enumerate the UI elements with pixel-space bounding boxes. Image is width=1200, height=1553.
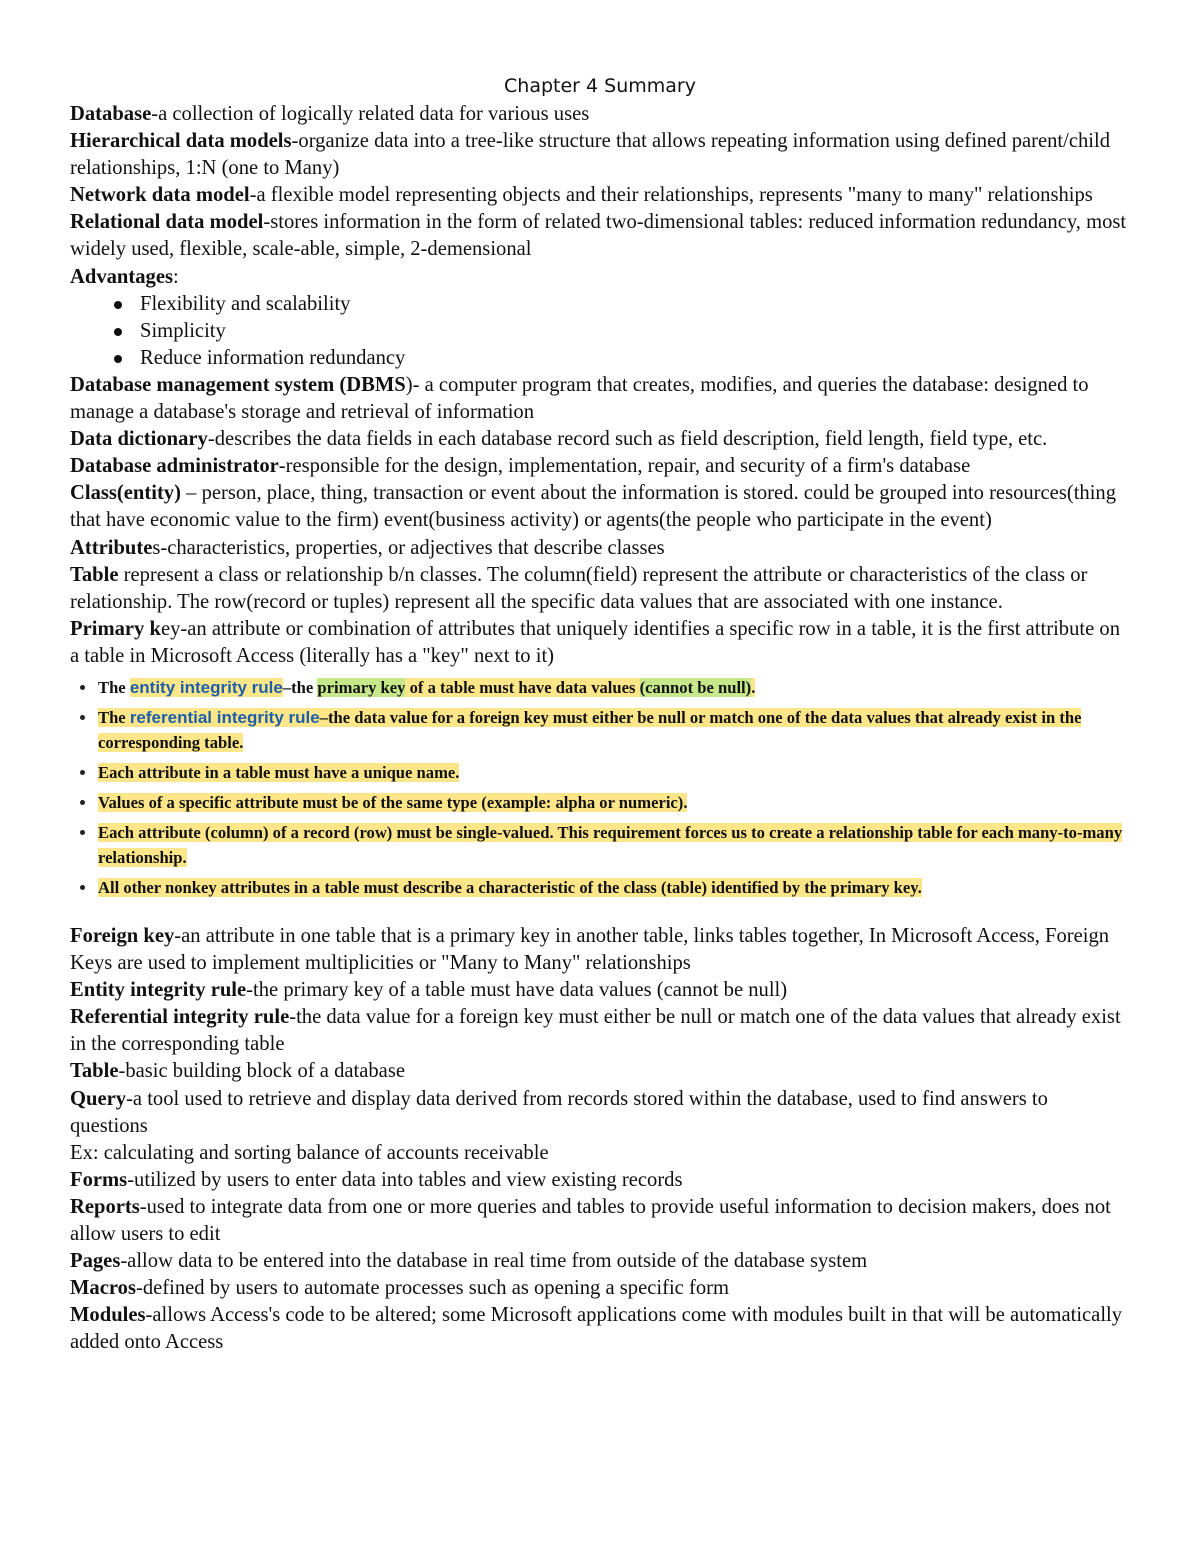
definition-term: Forms	[70, 1168, 128, 1191]
definition-text: -allows Access's code to be altered; some Microsoft applications come with modules built in that will be automatically added onto Access	[70, 1304, 1123, 1354]
definition-term: Advantages	[70, 265, 173, 288]
definition-entry	[70, 1194, 1130, 1248]
rule-text: Values of a specific attribute must be of the same type (example: alpha or numeric).	[98, 792, 688, 812]
definition-text: )- a computer program that creates, modifies, and queries the database: designed to manage a database's storage and retrieval of information	[70, 373, 1089, 424]
definition-entry	[70, 1302, 1130, 1356]
definition-text: -an attribute in one table that is a primary key in another table, links tables together, In Microsoft Access, Foreign Keys are used to implement multiplicities or "Many to Many" relationships	[70, 924, 1110, 975]
definition-text: -utilized by users to enter data into tables and view existing records	[127, 1168, 683, 1191]
definition-entry	[70, 1086, 1130, 1140]
rule-text: The	[98, 707, 130, 727]
definition-term: Referential integrity rule	[70, 1006, 290, 1029]
rule-text: –the	[282, 677, 318, 697]
definition-term: Macros	[70, 1277, 136, 1300]
definition-entry	[70, 209, 1130, 263]
rule-text: Each attribute (column) of a record (row) must be single-valued. This requirement forces us to create a relationship table for each many-to-many relationship.	[98, 822, 1123, 867]
rule-text: The	[98, 677, 130, 697]
definition-term: Class(entity)	[70, 482, 181, 505]
rule-text	[98, 708, 1081, 752]
spacer	[70, 905, 1130, 923]
definition-term: Modules	[70, 1304, 146, 1327]
definition-entry	[70, 977, 1130, 1004]
definition-entry	[70, 426, 1130, 453]
definition-term: Attribute	[70, 536, 153, 559]
definition-term: Data dictionary	[70, 428, 208, 451]
definition-entry	[70, 182, 1130, 209]
definition-entry	[70, 101, 1130, 128]
definition-text: Ex: calculating and sorting balance of accounts receivable	[70, 1141, 549, 1164]
definition-text: – person, place, thing, transaction or event about the information is stored. could be grouped into resources(thing that have economic value to the firm) event(business activity) or agents(the people who participate in the event)	[70, 482, 1117, 532]
definition-text: :	[172, 265, 179, 288]
advantages-list	[70, 291, 1130, 372]
definition-text: -a tool used to retrieve and display data derived from records stored within the database, used to find answers to questions	[70, 1087, 1048, 1137]
rule-key-highlight: primary key	[317, 677, 406, 697]
definition-text: -a flexible model representing objects and their relationships, represents "many to many" relationships	[249, 184, 1093, 207]
rule-text: .	[751, 677, 756, 697]
definition-entry	[70, 923, 1130, 977]
rule-item	[70, 820, 1130, 870]
definition-term: Relational data model	[70, 211, 264, 234]
definitions-middle	[70, 372, 1130, 670]
definition-term: Database administrator	[70, 455, 279, 478]
definition-term: Table	[70, 563, 119, 586]
definition-text: represent a class or relationship b/n classes. The column(field) represent the attribute or characteristics of the class or relationship. The row(record or tuples) represent all the specific data values that are associated with one instance.	[70, 563, 1088, 613]
definition-text: -defined by users to automate processes such as opening a specific form	[135, 1277, 729, 1300]
definition-entry	[70, 1275, 1130, 1302]
definition-text: s-characteristics, properties, or adjectives that describe classes	[152, 536, 665, 559]
integrity-rules-list	[70, 675, 1130, 900]
definition-term: Primary k	[70, 617, 161, 640]
definition-entry	[70, 264, 1130, 291]
rule-text: –the data value for a foreign key must either be null or match one of the data values that already exist in the corresponding table.	[98, 707, 1082, 752]
list-item: Simplicity	[70, 318, 1130, 345]
definition-entry	[70, 1140, 1130, 1167]
rule-term: referential integrity rule	[129, 707, 320, 727]
definition-text: -describes the data fields in each database record such as field description, field length, field type, etc.	[207, 428, 1048, 451]
definition-text: ey-an attribute or combination of attributes that uniquely identifies a specific row in a table, it is the first attribute on a table in Microsoft Access (literally has a "key" next to it)	[70, 617, 1120, 667]
rule-item	[70, 675, 1130, 700]
definition-entry	[70, 535, 1130, 562]
definition-entry	[70, 1004, 1130, 1058]
list-item: Reduce information redundancy	[70, 345, 1130, 372]
rule-item	[70, 760, 1130, 785]
rule-term: entity integrity rule	[129, 677, 283, 697]
definition-entry	[70, 562, 1130, 616]
definition-term: Hierarchical data models	[70, 130, 292, 153]
definition-entry	[70, 616, 1130, 670]
rule-text: All other nonkey attributes in a table must describe a characteristic of the class (table) identified by the primary key.	[98, 877, 922, 897]
definition-entry	[70, 480, 1130, 534]
definition-text: -organize data into a tree-like structure that allows repeating information using defined parent/child relationships, 1:N (one to Many)	[70, 130, 1111, 180]
rule-null-highlight: (cannot be null)	[639, 677, 752, 697]
definition-term: Database	[70, 103, 152, 125]
document-page	[70, 72, 1130, 1356]
list-item: Flexibility and scalability	[70, 291, 1130, 318]
definitions-top	[70, 101, 1130, 291]
definition-entry	[70, 1167, 1130, 1194]
rule-item	[70, 790, 1130, 815]
rule-item	[70, 875, 1130, 900]
definition-entry	[70, 128, 1130, 182]
definition-term: Table	[70, 1060, 119, 1083]
definition-entry	[70, 1248, 1130, 1275]
definition-entry	[70, 1058, 1130, 1085]
definition-term: Pages	[70, 1250, 121, 1273]
page-title: Chapter 4 Summary	[504, 75, 696, 97]
definition-text: -the primary key of a table must have data values (cannot be null)	[246, 979, 788, 1002]
definitions-bottom	[70, 923, 1130, 1357]
definition-entry	[70, 372, 1130, 426]
rule-text: of a table must have data values	[405, 677, 640, 697]
definition-text: -stores information in the form of related two-dimensional tables: reduced information redundancy, most widely used, flexible, scale-able, simple, 2-demensional	[70, 211, 1127, 261]
rule-item	[70, 705, 1130, 755]
rule-text: Each attribute in a table must have a unique name.	[98, 762, 460, 782]
definition-term: Foreign key	[70, 924, 175, 947]
definition-term: Network data model	[70, 184, 250, 207]
definition-text: -used to integrate data from one or more queries and tables to provide useful information to decision makers, does not allow users to edit	[70, 1195, 1111, 1245]
definition-term: Entity integrity rule	[70, 979, 247, 1002]
definition-term: Query	[70, 1087, 127, 1110]
definition-text: -basic building block of a database	[118, 1060, 405, 1083]
definition-term: Database management system (DBMS	[70, 373, 406, 396]
definition-text: -the data value for a foreign key must either be null or match one of the data values that already exist in the corresponding table	[70, 1006, 1121, 1056]
definition-entry	[70, 453, 1130, 480]
definition-text: -responsible for the design, implementation, repair, and security of a firm's database	[278, 455, 971, 478]
definition-text: -a collection of logically related data for various uses	[151, 103, 590, 125]
definition-text: -allow data to be entered into the database in real time from outside of the database system	[120, 1250, 868, 1273]
definition-term: Reports	[70, 1195, 140, 1218]
